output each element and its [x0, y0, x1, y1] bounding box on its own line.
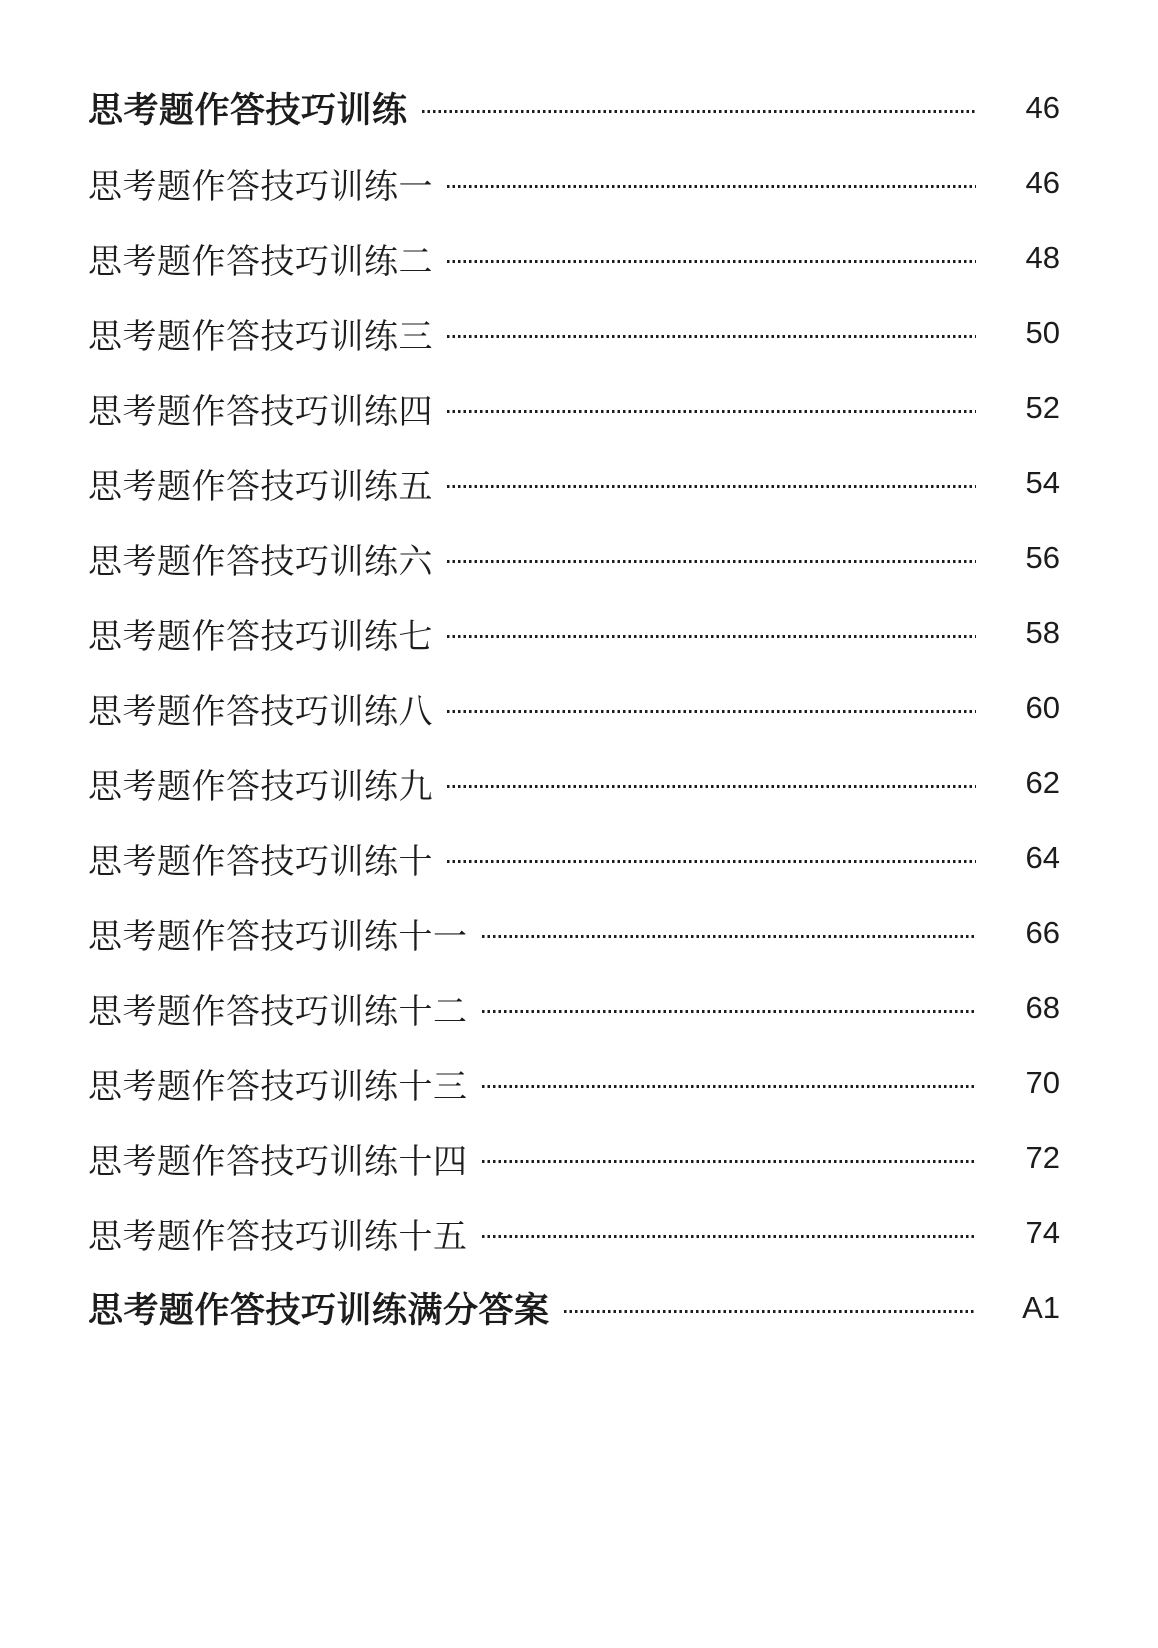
toc-entry-label: 思考题作答技巧训练九: [88, 768, 433, 806]
dot-leader: [482, 1235, 977, 1238]
toc-entry-label: 思考题作答技巧训练五: [88, 468, 433, 506]
dot-leader: [447, 485, 976, 488]
dot-leader: [482, 1085, 977, 1088]
dot-leader: [447, 635, 976, 638]
toc-entry-row: [88, 763, 1060, 806]
toc-entry-page-number: 48: [1025, 240, 1060, 275]
toc-entry-label: 思考题作答技巧训练十四: [88, 1143, 468, 1181]
dot-leader: [447, 560, 976, 563]
toc-entry-page-number: 74: [1025, 1215, 1060, 1250]
toc-entry-row: [88, 613, 1060, 656]
toc-entry-page-number: 50: [1025, 315, 1060, 350]
toc-entry-label: 思考题作答技巧训练十五: [88, 1218, 468, 1256]
toc-entry-row: [88, 688, 1060, 731]
toc-entry-label: 思考题作答技巧训练六: [88, 543, 433, 581]
toc-entry-page-number: 68: [1025, 990, 1060, 1025]
dot-leader: [564, 1310, 976, 1313]
dot-leader: [447, 410, 976, 413]
toc-entry-label: 思考题作答技巧训练八: [88, 693, 433, 731]
toc-entry-label: 思考题作答技巧训练二: [88, 243, 433, 281]
toc-entry-label: 思考题作答技巧训练三: [88, 318, 433, 356]
toc-entry-label: 思考题作答技巧训练十: [88, 843, 433, 881]
dot-leader: [447, 785, 976, 788]
dot-leader: [422, 110, 976, 113]
toc-entry-page-number: 72: [1025, 1140, 1060, 1175]
toc-entry-page-number: 66: [1025, 915, 1060, 950]
toc-entry-label: 思考题作答技巧训练十二: [88, 993, 468, 1031]
dot-leader: [447, 710, 976, 713]
toc-entry-row: [88, 238, 1060, 281]
dot-leader: [482, 935, 977, 938]
toc-entry-row: [88, 988, 1060, 1031]
dot-leader: [482, 1160, 977, 1163]
toc-entry-row: [88, 1213, 1060, 1256]
dot-leader: [447, 860, 976, 863]
dot-leader: [447, 260, 976, 263]
toc-entry-row: [88, 463, 1060, 506]
toc-entry-row: [88, 1138, 1060, 1181]
toc-entry-label: 思考题作答技巧训练十一: [88, 918, 468, 956]
toc-entry-row: [88, 1288, 1060, 1328]
toc-entry-label: 思考题作答技巧训练七: [88, 618, 433, 656]
toc-entry-row: [88, 313, 1060, 356]
dot-leader: [482, 1010, 977, 1013]
dot-leader: [447, 185, 976, 188]
toc-entry-page-number: 46: [1025, 90, 1060, 125]
toc-entry-row: [88, 1063, 1060, 1106]
toc-entry-page-number: 58: [1025, 615, 1060, 650]
toc-entry-label: 思考题作答技巧训练一: [88, 168, 433, 206]
toc-entry-row: [88, 913, 1060, 956]
toc-entry-label: 思考题作答技巧训练满分答案: [88, 1291, 550, 1330]
toc-entry-page-number: 62: [1025, 765, 1060, 800]
toc-entry-page-number: 46: [1025, 165, 1060, 200]
toc-entry-page-number: 60: [1025, 690, 1060, 725]
toc-entry-page-number: 52: [1025, 390, 1060, 425]
toc-entry-page-number: 56: [1025, 540, 1060, 575]
toc-entry-label: 思考题作答技巧训练: [88, 91, 408, 130]
toc-entry-row: [88, 88, 1060, 128]
toc-entry-label: 思考题作答技巧训练十三: [88, 1068, 468, 1106]
toc-entry-page-number: A1: [1022, 1290, 1060, 1325]
toc-entry-page-number: 54: [1025, 465, 1060, 500]
toc-entry-page-number: 64: [1025, 840, 1060, 875]
toc-list: [88, 88, 1060, 1328]
toc-entry-page-number: 70: [1025, 1065, 1060, 1100]
toc-entry-label: 思考题作答技巧训练四: [88, 393, 433, 431]
toc-entry-row: [88, 163, 1060, 206]
toc-entry-row: [88, 838, 1060, 881]
dot-leader: [447, 335, 976, 338]
toc-entry-row: [88, 388, 1060, 431]
toc-entry-row: [88, 538, 1060, 581]
